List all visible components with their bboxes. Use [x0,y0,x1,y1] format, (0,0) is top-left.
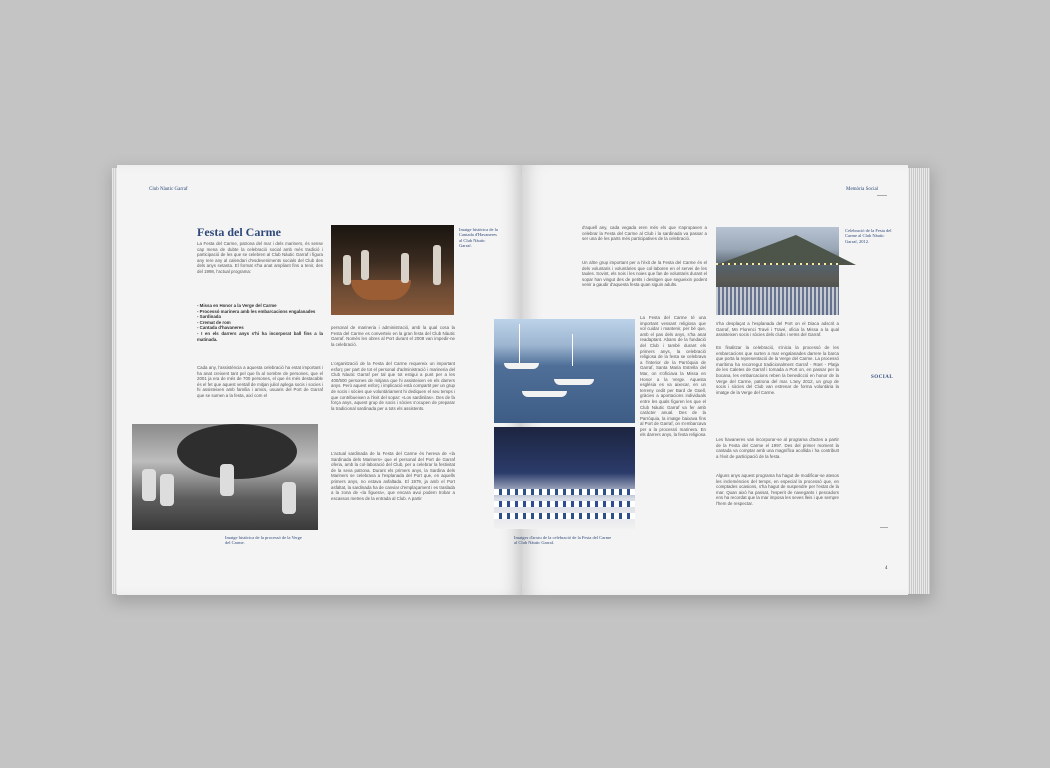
left-page [117,165,522,595]
caption-havaneres: Imatge històrica de la Cantada d'Havaneres al Club Nàutic Garraf. [459,227,498,249]
photo-sailboats [494,319,635,423]
right-page [514,165,908,595]
right-col1-paragraph-2: Un altre grup important per a l'èxit de la Festa del Carme és el dels voluntaris i voluntàries que col·laboren en el servei de les taules. Sovint, els nois i les noies que fan de voluntaris durant el sopar han vingut des de petits i desitgen que segueixin podent venir a gaudir d'aquesta festa quan siguin adults. [582,260,707,288]
article-title: Festa del Carme [197,225,281,239]
photo-havaneres [331,225,454,315]
program-item: - Sardinada [197,314,221,320]
right-col1-paragraph-1: d'aquell any, cada vegada eren més els que s'apropaven a celebrar la Festa del Carme al Club i la sardinada va passar a ser una de les parts més participatives de la celebració. [582,225,707,242]
section-label: SOCIAL [871,375,894,380]
caption-archive: Imatges d'arxiu de la celebració de la Festa del Carme al Club Nàutic Garraf. [514,535,612,546]
right-col3-paragraph-3: Les havaneres van incorporar-se al programa d'actes a partir de la Festa del Carme el 1997. Des del primer moment la cantada va comptar amb una magnífica acollida i ha contribuït a l'èxit de participació de la festa. [716,437,839,459]
program-item: - I en els darrers anys s'hi ha incorporat ball fins a la matinada. [197,330,323,342]
page-number: 4 [885,566,888,571]
left-col2-paragraph-3: L'actual sardinada de la Festa del Carme és hereva de «la Sardinada dels Mariners» que el personal del Port de Garraf oferia, amb la col·laboració del Club, per a celebrar la festivitat de la seva patrona. Durant els primers anys, la Sardina dels Mariners se celebrava a l'esplanada del Port que, en aquells primers anys, no estava asfaltada. El 1979, ja amb el Port asfaltat, la sardinada ha de canviar d'emplaçament i es traslada a la zona de «la figuera», que encara avui podem trobar a escassos metres de la entrada al Club. A partir [331,451,455,501]
intro-paragraph: La Festa del Carme, patrona del mar i dels mariners, és sense cap mena de dubte la celebració social amb més tradició i participació de les que se celebren al Club Nàutic Garraf i figura any rere any al calendari d'esdeveniments socials del Club des dels anys setanta. El format s'ha anat ampliant fins a tenir, des del 1998, l'actual programa: [197,241,323,274]
program-item: - Cremat de rom [197,319,231,325]
program-item: - Cantada d'havaneres [197,325,244,331]
photo-procession [132,424,318,530]
right-col3-paragraph-2: En finalitzar la celebració, s'inicia la processó de les embarcacions que surten a mar engalanades darrere la barca que porta la representació de la Verge del Carme. La processó marítima ha recorregut tradicionalment Garraf - Rüet - Platja de les Caletes de Garraf i tornada a Port on, en passar per la bocana, les embarcacions reben la benedicció en honor de la Verge del Carme, patrona del mar. L'any 2012, un grup de socis i sòcies del Club van estrenar de forma voluntària la imatge de la Verge del Carme. [716,345,839,395]
left-running-header: Club Nàutic Garraf [149,187,188,192]
left-col2-paragraph-2: L'organització de la Festa del Carme requereix un important esforç per part de tot el personal d'administració i marineria del Club Nàutic Garraf per tal que tot estigui a punt per a les 400/500 persones de mitjana que hi assisteixen en els darrers anys. Però aquest esforç i implicació està compartit per un grup de socis i sòcies que voluntàriament hi dediquen el seu temps i que contribueixen a l'èxit del sopar: «Los sardinilas». Des de fa força anys, aquest grup de socis i sòcies s'ocupen de preparar la tradicional sardinada per a tots els assistents. [331,361,455,411]
photo-celebration-2012 [716,227,839,315]
left-col1-paragraph: Cada any, l'assistència a aquesta celebració ha estat important i ha anat creixent tant pel que fa al nombre de persones, que el 2001 ja era de més de 700 persones, el que és més destacable és el fet que aquest ventall de mitjan juliol aplega socis i socies i hi assisteixen amb família i amics, usuaris del Port de Garraf que se sumen a la festa, així com el [197,365,323,398]
program-list [197,303,323,342]
program-item: - Processó marinera amb les embarcacions engalanades [197,308,316,314]
right-col3-paragraph-4: Alguns anys aquest programa ha hagut de modificar-se atesos les inclemències del temps, en especial la processó que, en comptades ocasions, s'ha hagut de suspendre per l'estat de la mar. Quan això ha passat, l'esperit de navegants i pescadors ens ha recordat que la mar imposa les seves lleis i que sempre l'hem de respectar. [716,473,839,506]
caption-procession: Imatge històrica de la processó de la Verge del Carme. [225,535,302,546]
right-running-header: Memòria Social [846,187,879,192]
right-col3-paragraph-1: s'ha desplaçat a l'esplanada del Port on el Diaca adscrit a Garraf, Mn Florenci Travé i Travé, oficia la Missa a la qual assisteixen socis i sòcies dels clubs i veïns del Garraf. [716,321,839,338]
footer-rule [880,527,888,528]
left-col2-paragraph-1: personal de marineria i administració, amb la qual cosa la Festa del Carme es converteix en la gran festa del Club Nàutic Garraf. Només les obres al Port durant el 2008 van impedir-ne la celebració. [331,325,455,347]
page-edges-right [908,168,930,594]
program-item: - Missa en Honor a la Verge del Carme [197,303,277,308]
caption-2012: Celebració de la Festa del Carme al Club Nàutic Garraf, 2012. [845,228,892,244]
header-rule [877,195,887,196]
right-col2-paragraph: La Festa del Carme té una important vessant religiosa que vol cuidar i mantenir, per bé que, amb el pas dels anys, s'ha anat readaptant. Abans de la fundació del Club i també durant els primers anys, la celebració religiosa de la festa se celebrava a l'interior de la Parròquia de Garraf, Santa Maria Estrella del Mar, on s'oficiava la Missa en Honor a la Verge. Aquesta església es va aixecar, en un terreny cedit per Bard de Güell, gràcies a aportacions individuals entre les quals figuren les que el Club Nàutic Garraf va fer amb caràcter anual. Des de la Parròquia, la imatge baixava fins al Port de Garraf, on s'embarcava per a la processó marinera. En els darrers anys, la festa religiosa [640,315,706,438]
photo-ceremony [494,427,635,529]
